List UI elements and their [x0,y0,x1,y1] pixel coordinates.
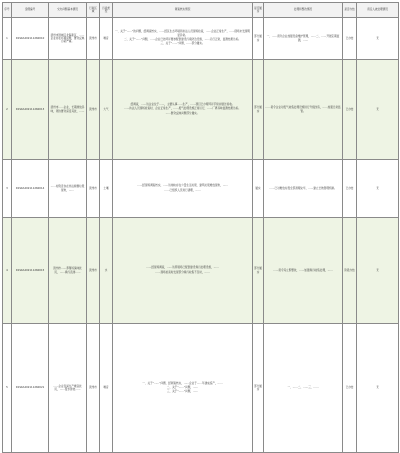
detail-paragraph: ……执法人员现场检查时，企业正常生产，……废气处理设施正常运行，……厂界异味监测结果达标。 [124,107,241,111]
closed-status: 已办结 [343,160,357,218]
punished-status: 无 [357,218,399,324]
detail-paragraph: 二、关于“……”问题，……企业已按环评要求配套建设污染防治设施，……运行正常，监测结果达标。 [124,38,241,41]
detail-paragraph: 三、关于“……”问题，…… [166,390,199,394]
region: 滨州市 [87,60,100,160]
detail-paragraph: 二、关于“……”问题，…… [166,385,199,389]
case-code: D1SKA202111260014 [12,160,49,218]
investigation-detail [113,218,253,324]
punished-status: 无 [357,60,399,160]
closed-status: 阶段办结 [343,218,357,324]
header-cell: 序号 [3,3,12,18]
pollution-type: 噪音 [100,324,113,453]
detail-paragraph: ……群众反映问题部分属实。 [165,111,200,115]
detail-paragraph: ……经现场调查核实，……该地块存在少量生活垃圾、建筑垃圾堆放现象，…… [137,184,228,188]
closed-status: 已办结 [343,324,357,453]
detail-paragraph: ……经现场调查，……该养殖场已配套建设粪污处理设施，…… [146,266,219,270]
header-cell: 责任人被处理情况 [357,3,399,18]
pollution-type: 水 [100,218,113,324]
header-cell: 行政区域 [87,3,100,18]
header-cell: 交办问题基本情况 [49,3,87,18]
verified-status: 属实 [253,160,264,218]
header-cell: 受理编号 [12,3,49,18]
region: 滨州市 [87,18,100,60]
verified-status: 部分属实 [253,218,264,324]
row-number: 1 [3,18,12,60]
row-number: 5 [3,324,12,453]
investigation-detail [113,160,253,218]
table-row [3,60,399,160]
handling-text: 一、……责令企业加强设备维护管理，……二、……开展定期监测，…… [264,18,343,60]
complaint-table [2,2,399,453]
handling-text: 一、……二、……三、…… [264,324,343,453]
handling-text: ……责令企业对废气收集处理设施进行升级改造，……加强日常监管。 [264,60,343,160]
detail-paragraph: ……现场检查时发现部分粪污收集不及时，…… [155,270,210,274]
investigation-detail [113,18,253,60]
row-number: 4 [3,218,12,324]
problem-text: 滨州市……企业，长期排放异味，周边群众深受其扰，…… [49,60,87,160]
table-row [3,18,399,60]
table-row [3,324,399,453]
problem-text: 滨州市滨城区北海新区，……企业存在环境问题，群众反映污染严重。 [49,18,87,60]
detail-paragraph: 经调查，……该企业位于……，主要从事……生产，……项目已办理环评手续并通过验收。 [130,103,235,107]
problem-text: ……村附近存在非法倾倒垃圾现象，…… [49,160,87,218]
detail-paragraph: 一、关于“……”问题，经调查核实，……企业于……年建成投产，…… [142,381,223,385]
punished-status: 无 [357,18,399,60]
punished-status: 无 [357,324,399,453]
header-cell: 污染类型 [100,3,113,18]
investigation-detail [113,324,253,453]
table-row [3,160,399,218]
header-cell: 处理和整改情况 [264,3,343,18]
verified-status: 部分属实 [253,60,264,160]
verified-status: 部分属实 [253,324,264,453]
case-code: D1SKA202111260013 [12,60,49,160]
closed-status: 已办结 [343,60,357,160]
region: 滨州市 [87,160,100,218]
region: 滨州市 [87,218,100,324]
handling-text: ……责令其立即整改，……加强粪污收集处理，…… [264,218,343,324]
case-code: D1SKA202111260015 [12,218,49,324]
header-cell: 调查核实情况 [113,3,253,18]
investigation-detail [113,60,253,160]
closed-status: 已办结 [343,18,357,60]
case-code: D1SKA202111260021 [12,324,49,453]
table-row [3,218,399,324]
region: 滨州市 [87,324,100,453]
detail-paragraph: ……已组织人员进行清理，…… [164,188,201,192]
pollution-type: 噪音 [100,18,113,60]
header-cell: 是否属实 [253,3,264,18]
problem-text: ……企业夜间生产噪音扰民，……废水排放…… [49,324,87,453]
pollution-type: 土壤 [100,160,113,218]
detail-paragraph: 一、关于“……”的问题，经调查核实，……经区生态环境局执法人员现场检查，……企业正常生产，……现场未发现明显异常。 [115,30,250,37]
header-cell: 是否办结 [343,3,357,18]
case-code: D1SKA202111260010 [12,18,49,60]
row-number: 3 [3,160,12,218]
handling-text: ……已对堆放垃圾全部清理完毕，……建立长效管理机制。 [264,160,343,218]
table-header-row [3,3,399,18]
punished-status: 无 [357,160,399,218]
problem-text: 滨州市……养殖场臭味扰民，……粪污直排…… [49,218,87,324]
pollution-type: 大气 [100,60,113,160]
detail-paragraph: 三、关于“……”问题，……部分属实。 [160,42,205,46]
verified-status: 部分属实 [253,18,264,60]
row-number: 2 [3,60,12,160]
